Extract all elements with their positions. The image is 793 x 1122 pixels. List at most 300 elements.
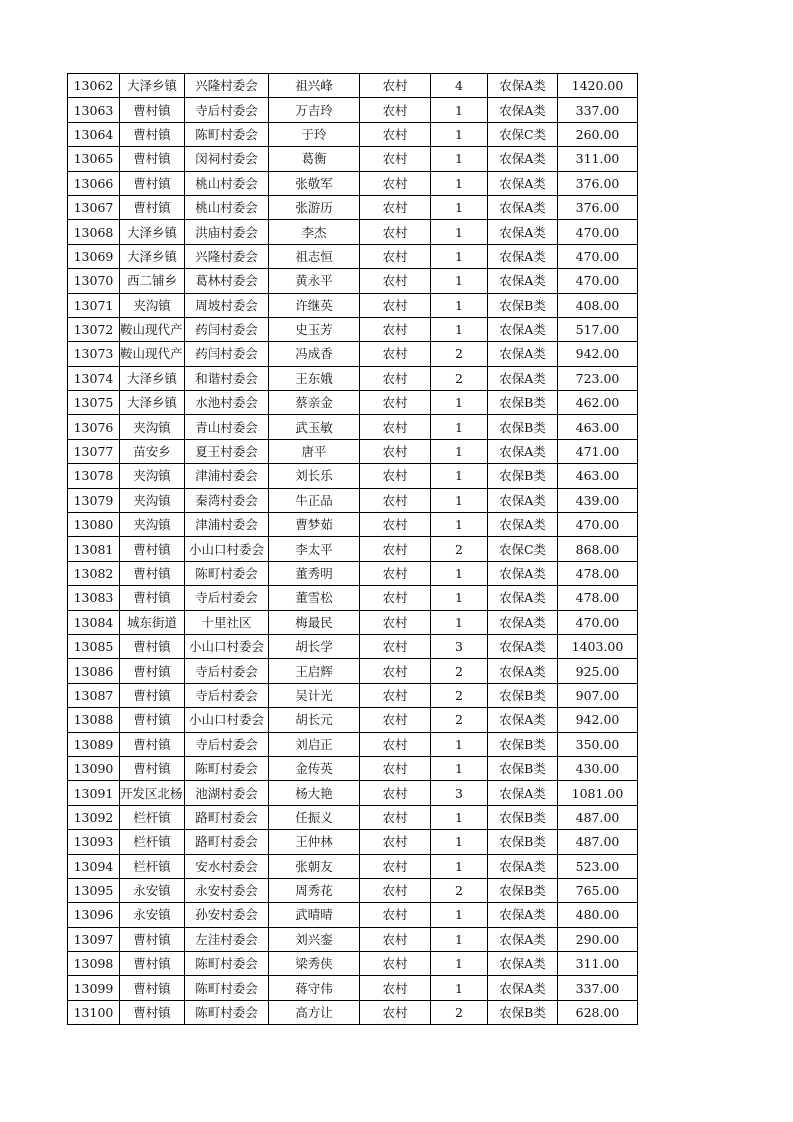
village-committee-cell: 青山村委会: [185, 415, 269, 439]
family-size-cell: 1: [431, 415, 488, 439]
amount-cell: 1403.00: [558, 634, 638, 658]
household-type-cell: 农村: [360, 854, 431, 878]
amount-cell: 463.00: [558, 415, 638, 439]
family-size-cell: 1: [431, 439, 488, 463]
family-size-cell: 1: [431, 756, 488, 780]
person-name-cell: 王启辉: [269, 659, 360, 683]
township-cell: 西二铺乡: [120, 269, 185, 293]
insurance-category-cell: 农保B类: [488, 683, 558, 707]
township-cell: 鞍山现代产: [120, 317, 185, 341]
amount-cell: 628.00: [558, 1000, 638, 1024]
household-type-cell: 农村: [360, 366, 431, 390]
family-size-cell: 1: [431, 732, 488, 756]
person-name-cell: 高方让: [269, 1000, 360, 1024]
insurance-category-cell: 农保A类: [488, 708, 558, 732]
township-cell: 曹村镇: [120, 732, 185, 756]
amount-cell: 942.00: [558, 708, 638, 732]
record-id-cell: 13092: [68, 805, 120, 829]
household-type-cell: 农村: [360, 415, 431, 439]
record-id-cell: 13091: [68, 781, 120, 805]
village-committee-cell: 寺后村委会: [185, 586, 269, 610]
village-committee-cell: 陈町村委会: [185, 1000, 269, 1024]
family-size-cell: 1: [431, 269, 488, 293]
household-type-cell: 农村: [360, 952, 431, 976]
insurance-category-cell: 农保A类: [488, 269, 558, 293]
insurance-category-cell: 农保A类: [488, 634, 558, 658]
table-row: [68, 683, 638, 707]
township-cell: 曹村镇: [120, 952, 185, 976]
village-committee-cell: 夏王村委会: [185, 439, 269, 463]
household-type-cell: 农村: [360, 781, 431, 805]
person-name-cell: 葛衡: [269, 147, 360, 171]
person-name-cell: 刘启正: [269, 732, 360, 756]
amount-cell: 463.00: [558, 464, 638, 488]
person-name-cell: 胡长元: [269, 708, 360, 732]
person-name-cell: 史玉芳: [269, 317, 360, 341]
family-size-cell: 3: [431, 781, 488, 805]
village-committee-cell: 水池村委会: [185, 391, 269, 415]
township-cell: 曹村镇: [120, 122, 185, 146]
table-row: [68, 586, 638, 610]
person-name-cell: 梁秀侠: [269, 952, 360, 976]
family-size-cell: 1: [431, 122, 488, 146]
insurance-category-cell: 农保A类: [488, 488, 558, 512]
person-name-cell: 许继英: [269, 293, 360, 317]
record-id-cell: 13099: [68, 976, 120, 1000]
person-name-cell: 牛正品: [269, 488, 360, 512]
family-size-cell: 1: [431, 513, 488, 537]
table-row: [68, 293, 638, 317]
township-cell: 曹村镇: [120, 634, 185, 658]
village-committee-cell: 陈町村委会: [185, 976, 269, 1000]
record-id-cell: 13063: [68, 98, 120, 122]
township-cell: 曹村镇: [120, 561, 185, 585]
amount-cell: 1081.00: [558, 781, 638, 805]
person-name-cell: 祖兴峰: [269, 74, 360, 98]
township-cell: 夹沟镇: [120, 464, 185, 488]
village-committee-cell: 孙安村委会: [185, 903, 269, 927]
village-committee-cell: 和谐村委会: [185, 366, 269, 390]
table-row: [68, 952, 638, 976]
family-size-cell: 4: [431, 74, 488, 98]
record-id-cell: 13083: [68, 586, 120, 610]
family-size-cell: 1: [431, 976, 488, 1000]
household-type-cell: 农村: [360, 1000, 431, 1024]
amount-cell: 470.00: [558, 269, 638, 293]
family-size-cell: 1: [431, 98, 488, 122]
insurance-category-cell: 农保A类: [488, 317, 558, 341]
family-size-cell: 2: [431, 537, 488, 561]
household-type-cell: 农村: [360, 830, 431, 854]
family-size-cell: 1: [431, 805, 488, 829]
person-name-cell: 任振义: [269, 805, 360, 829]
record-id-cell: 13089: [68, 732, 120, 756]
amount-cell: 487.00: [558, 805, 638, 829]
household-type-cell: 农村: [360, 586, 431, 610]
township-cell: 曹村镇: [120, 195, 185, 219]
township-cell: 曹村镇: [120, 98, 185, 122]
insurance-category-cell: 农保B类: [488, 805, 558, 829]
table-row: [68, 439, 638, 463]
family-size-cell: 1: [431, 952, 488, 976]
household-type-cell: 农村: [360, 342, 431, 366]
amount-cell: 925.00: [558, 659, 638, 683]
person-name-cell: 曹梦茹: [269, 513, 360, 537]
township-cell: 栏杆镇: [120, 830, 185, 854]
record-id-cell: 13088: [68, 708, 120, 732]
household-type-cell: 农村: [360, 805, 431, 829]
household-type-cell: 农村: [360, 464, 431, 488]
village-committee-cell: 寺后村委会: [185, 98, 269, 122]
record-id-cell: 13070: [68, 269, 120, 293]
record-id-cell: 13066: [68, 171, 120, 195]
table-row: [68, 927, 638, 951]
table-row: [68, 342, 638, 366]
township-cell: 大泽乡镇: [120, 244, 185, 268]
family-size-cell: 1: [431, 293, 488, 317]
table-row: [68, 98, 638, 122]
person-name-cell: 武玉敏: [269, 415, 360, 439]
person-name-cell: 祖志恒: [269, 244, 360, 268]
amount-cell: 765.00: [558, 878, 638, 902]
insurance-category-cell: 农保A类: [488, 976, 558, 1000]
table-row: [68, 220, 638, 244]
table-row: [68, 878, 638, 902]
village-committee-cell: 陈町村委会: [185, 122, 269, 146]
village-committee-cell: 路町村委会: [185, 805, 269, 829]
amount-cell: 337.00: [558, 98, 638, 122]
family-size-cell: 1: [431, 830, 488, 854]
village-committee-cell: 安水村委会: [185, 854, 269, 878]
table-row: [68, 122, 638, 146]
record-id-cell: 13069: [68, 244, 120, 268]
township-cell: 开发区北杨: [120, 781, 185, 805]
table-row: [68, 195, 638, 219]
household-type-cell: 农村: [360, 927, 431, 951]
record-id-cell: 13087: [68, 683, 120, 707]
village-committee-cell: 闵祠村委会: [185, 147, 269, 171]
amount-cell: 462.00: [558, 391, 638, 415]
person-name-cell: 蒋守伟: [269, 976, 360, 1000]
record-id-cell: 13062: [68, 74, 120, 98]
person-name-cell: 李杰: [269, 220, 360, 244]
insurance-category-cell: 农保A类: [488, 927, 558, 951]
record-id-cell: 13076: [68, 415, 120, 439]
village-committee-cell: 陈町村委会: [185, 952, 269, 976]
village-committee-cell: 兴隆村委会: [185, 74, 269, 98]
family-size-cell: 2: [431, 1000, 488, 1024]
village-committee-cell: 寺后村委会: [185, 683, 269, 707]
insurance-category-cell: 农保A类: [488, 220, 558, 244]
record-id-cell: 13072: [68, 317, 120, 341]
person-name-cell: 张敬军: [269, 171, 360, 195]
record-id-cell: 13077: [68, 439, 120, 463]
village-committee-cell: 路町村委会: [185, 830, 269, 854]
table-row: [68, 708, 638, 732]
insurance-category-cell: 农保B类: [488, 464, 558, 488]
household-type-cell: 农村: [360, 513, 431, 537]
insurance-category-cell: 农保A类: [488, 366, 558, 390]
family-size-cell: 1: [431, 220, 488, 244]
village-committee-cell: 寺后村委会: [185, 732, 269, 756]
insurance-category-cell: 农保B类: [488, 732, 558, 756]
amount-cell: 311.00: [558, 952, 638, 976]
village-committee-cell: 桃山村委会: [185, 195, 269, 219]
record-id-cell: 13079: [68, 488, 120, 512]
village-committee-cell: 左洼村委会: [185, 927, 269, 951]
village-committee-cell: 药闫村委会: [185, 317, 269, 341]
village-committee-cell: 桃山村委会: [185, 171, 269, 195]
township-cell: 夹沟镇: [120, 293, 185, 317]
household-type-cell: 农村: [360, 634, 431, 658]
household-type-cell: 农村: [360, 122, 431, 146]
household-type-cell: 农村: [360, 903, 431, 927]
amount-cell: 290.00: [558, 927, 638, 951]
table-row: [68, 610, 638, 634]
village-committee-cell: 秦湾村委会: [185, 488, 269, 512]
record-id-cell: 13071: [68, 293, 120, 317]
township-cell: 鞍山现代产: [120, 342, 185, 366]
family-size-cell: 1: [431, 244, 488, 268]
township-cell: 大泽乡镇: [120, 391, 185, 415]
table-row: [68, 756, 638, 780]
village-committee-cell: 津浦村委会: [185, 513, 269, 537]
insurance-category-cell: 农保A类: [488, 147, 558, 171]
family-size-cell: 1: [431, 195, 488, 219]
amount-cell: 430.00: [558, 756, 638, 780]
township-cell: 曹村镇: [120, 756, 185, 780]
family-size-cell: 2: [431, 366, 488, 390]
table-row: [68, 561, 638, 585]
village-committee-cell: 寺后村委会: [185, 659, 269, 683]
insurance-category-cell: 农保A类: [488, 195, 558, 219]
insurance-category-cell: 农保A类: [488, 903, 558, 927]
household-type-cell: 农村: [360, 708, 431, 732]
township-cell: 栏杆镇: [120, 805, 185, 829]
table-row: [68, 732, 638, 756]
insurance-category-cell: 农保A类: [488, 854, 558, 878]
household-type-cell: 农村: [360, 878, 431, 902]
insurance-category-cell: 农保A类: [488, 781, 558, 805]
amount-cell: 376.00: [558, 171, 638, 195]
amount-cell: 260.00: [558, 122, 638, 146]
amount-cell: 470.00: [558, 513, 638, 537]
amount-cell: 942.00: [558, 342, 638, 366]
family-size-cell: 2: [431, 342, 488, 366]
table-row: [68, 488, 638, 512]
insurance-category-cell: 农保A类: [488, 342, 558, 366]
table-row: [68, 147, 638, 171]
family-size-cell: 1: [431, 610, 488, 634]
amount-cell: 439.00: [558, 488, 638, 512]
household-type-cell: 农村: [360, 732, 431, 756]
record-id-cell: 13065: [68, 147, 120, 171]
table-row: [68, 74, 638, 98]
record-id-cell: 13078: [68, 464, 120, 488]
table-row: [68, 976, 638, 1000]
table-row: [68, 366, 638, 390]
household-type-cell: 农村: [360, 610, 431, 634]
township-cell: 夹沟镇: [120, 488, 185, 512]
amount-cell: 408.00: [558, 293, 638, 317]
person-name-cell: 万吉玲: [269, 98, 360, 122]
township-cell: 永安镇: [120, 878, 185, 902]
person-name-cell: 吴计光: [269, 683, 360, 707]
township-cell: 苗安乡: [120, 439, 185, 463]
household-type-cell: 农村: [360, 756, 431, 780]
table-row: [68, 659, 638, 683]
family-size-cell: 1: [431, 488, 488, 512]
table-row: [68, 317, 638, 341]
insurance-category-cell: 农保A类: [488, 171, 558, 195]
family-size-cell: 2: [431, 659, 488, 683]
insurance-category-cell: 农保A类: [488, 659, 558, 683]
insurance-category-cell: 农保B类: [488, 1000, 558, 1024]
amount-cell: 337.00: [558, 976, 638, 1000]
family-size-cell: 2: [431, 708, 488, 732]
household-type-cell: 农村: [360, 171, 431, 195]
person-name-cell: 王东娥: [269, 366, 360, 390]
family-size-cell: 1: [431, 391, 488, 415]
household-type-cell: 农村: [360, 659, 431, 683]
person-name-cell: 张游历: [269, 195, 360, 219]
insurance-category-cell: 农保A类: [488, 244, 558, 268]
amount-cell: 478.00: [558, 561, 638, 585]
record-id-cell: 13094: [68, 854, 120, 878]
record-id-cell: 13080: [68, 513, 120, 537]
table-body: [68, 74, 638, 1025]
amount-cell: 868.00: [558, 537, 638, 561]
person-name-cell: 刘兴銮: [269, 927, 360, 951]
township-cell: 大泽乡镇: [120, 366, 185, 390]
person-name-cell: 冯成香: [269, 342, 360, 366]
table-row: [68, 391, 638, 415]
insurance-category-cell: 农保A类: [488, 586, 558, 610]
person-name-cell: 金传英: [269, 756, 360, 780]
person-name-cell: 杨大艳: [269, 781, 360, 805]
insurance-category-cell: 农保B类: [488, 415, 558, 439]
household-type-cell: 农村: [360, 683, 431, 707]
household-type-cell: 农村: [360, 195, 431, 219]
person-name-cell: 王仲林: [269, 830, 360, 854]
table-row: [68, 244, 638, 268]
family-size-cell: 1: [431, 854, 488, 878]
amount-cell: 1420.00: [558, 74, 638, 98]
insurance-category-cell: 农保A类: [488, 98, 558, 122]
record-id-cell: 13068: [68, 220, 120, 244]
amount-cell: 487.00: [558, 830, 638, 854]
amount-cell: 723.00: [558, 366, 638, 390]
table-row: [68, 634, 638, 658]
township-cell: 曹村镇: [120, 1000, 185, 1024]
person-name-cell: 武晴晴: [269, 903, 360, 927]
household-type-cell: 农村: [360, 244, 431, 268]
insurance-category-cell: 农保B类: [488, 391, 558, 415]
household-type-cell: 农村: [360, 561, 431, 585]
amount-cell: 470.00: [558, 244, 638, 268]
amount-cell: 907.00: [558, 683, 638, 707]
table-row: [68, 537, 638, 561]
record-id-cell: 13090: [68, 756, 120, 780]
insurance-category-cell: 农保A类: [488, 439, 558, 463]
village-committee-cell: 葛林村委会: [185, 269, 269, 293]
village-committee-cell: 小山口村委会: [185, 537, 269, 561]
family-size-cell: 1: [431, 317, 488, 341]
household-type-cell: 农村: [360, 269, 431, 293]
record-id-cell: 13085: [68, 634, 120, 658]
village-committee-cell: 兴隆村委会: [185, 244, 269, 268]
village-committee-cell: 陈町村委会: [185, 561, 269, 585]
family-size-cell: 1: [431, 464, 488, 488]
township-cell: 大泽乡镇: [120, 74, 185, 98]
insurance-category-cell: 农保B类: [488, 878, 558, 902]
village-committee-cell: 药闫村委会: [185, 342, 269, 366]
table-row: [68, 854, 638, 878]
insurance-category-cell: 农保B类: [488, 293, 558, 317]
family-size-cell: 1: [431, 147, 488, 171]
family-size-cell: 1: [431, 561, 488, 585]
insurance-category-cell: 农保A类: [488, 513, 558, 537]
family-size-cell: 2: [431, 683, 488, 707]
household-type-cell: 农村: [360, 220, 431, 244]
person-name-cell: 蔡亲金: [269, 391, 360, 415]
household-type-cell: 农村: [360, 488, 431, 512]
amount-cell: 480.00: [558, 903, 638, 927]
person-name-cell: 周秀花: [269, 878, 360, 902]
family-size-cell: 1: [431, 927, 488, 951]
person-name-cell: 于玲: [269, 122, 360, 146]
amount-cell: 523.00: [558, 854, 638, 878]
amount-cell: 311.00: [558, 147, 638, 171]
table-row: [68, 781, 638, 805]
record-id-cell: 13074: [68, 366, 120, 390]
beneficiary-table: [67, 73, 638, 1025]
record-id-cell: 13096: [68, 903, 120, 927]
person-name-cell: 胡长学: [269, 634, 360, 658]
township-cell: 曹村镇: [120, 683, 185, 707]
household-type-cell: 农村: [360, 317, 431, 341]
table-row: [68, 1000, 638, 1024]
record-id-cell: 13081: [68, 537, 120, 561]
township-cell: 城东街道: [120, 610, 185, 634]
table-row: [68, 513, 638, 537]
household-type-cell: 农村: [360, 976, 431, 1000]
insurance-category-cell: 农保B类: [488, 756, 558, 780]
person-name-cell: 董秀明: [269, 561, 360, 585]
person-name-cell: 刘长乐: [269, 464, 360, 488]
township-cell: 曹村镇: [120, 976, 185, 1000]
insurance-category-cell: 农保A类: [488, 610, 558, 634]
village-committee-cell: 池湖村委会: [185, 781, 269, 805]
table-row: [68, 415, 638, 439]
township-cell: 曹村镇: [120, 586, 185, 610]
insurance-category-cell: 农保B类: [488, 830, 558, 854]
record-id-cell: 13098: [68, 952, 120, 976]
township-cell: 曹村镇: [120, 708, 185, 732]
village-committee-cell: 陈町村委会: [185, 756, 269, 780]
record-id-cell: 13097: [68, 927, 120, 951]
insurance-category-cell: 农保A类: [488, 74, 558, 98]
record-id-cell: 13100: [68, 1000, 120, 1024]
record-id-cell: 13067: [68, 195, 120, 219]
record-id-cell: 13082: [68, 561, 120, 585]
family-size-cell: 1: [431, 586, 488, 610]
family-size-cell: 2: [431, 878, 488, 902]
insurance-category-cell: 农保C类: [488, 537, 558, 561]
person-name-cell: 李太平: [269, 537, 360, 561]
family-size-cell: 1: [431, 171, 488, 195]
family-size-cell: 1: [431, 903, 488, 927]
